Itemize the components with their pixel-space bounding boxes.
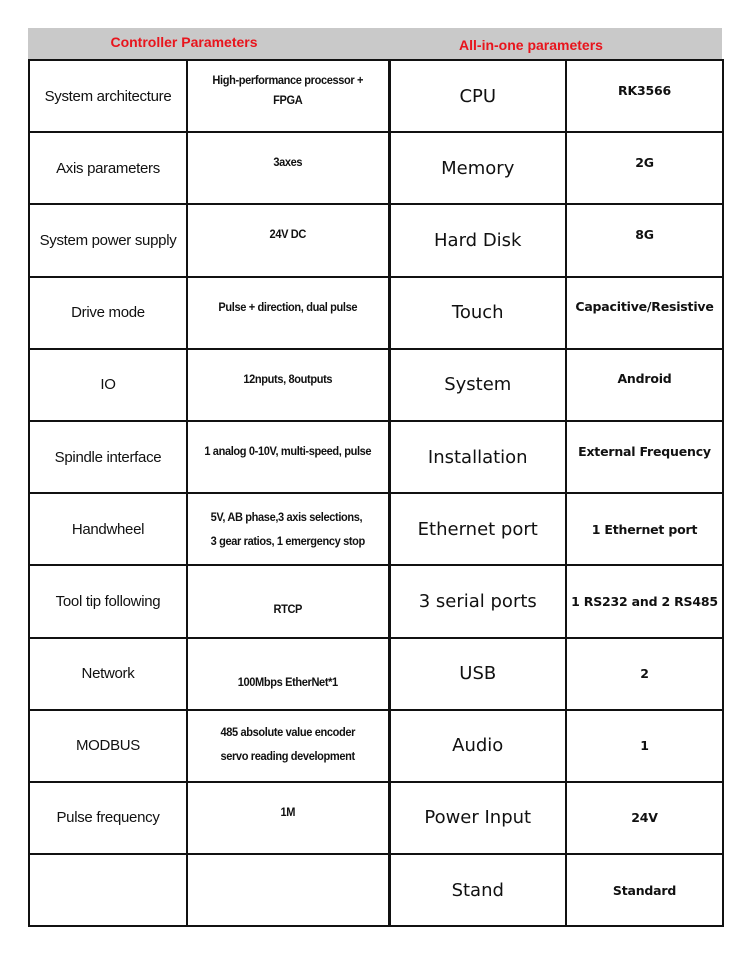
controller-param-label: Drive mode: [29, 277, 187, 349]
allinone-param-label: Installation: [389, 421, 566, 493]
parameters-table: [28, 59, 724, 927]
allinone-param-label: Power Input: [389, 782, 566, 854]
value-line: servo reading development: [220, 748, 355, 763]
controller-param-label: [29, 854, 187, 926]
table-row: [29, 60, 723, 132]
table-row: [29, 493, 723, 565]
table-row: [29, 132, 723, 204]
controller-parameters-heading: Controller Parameters: [110, 34, 258, 50]
allinone-param-label: Stand: [389, 854, 566, 926]
allinone-param-value: Standard: [566, 854, 723, 926]
controller-param-label: Network: [29, 638, 187, 710]
value-line: 3 gear ratios, 1 emergency stop: [210, 534, 365, 549]
controller-param-value: [195, 854, 381, 926]
all-in-one-parameters-heading: All-in-one parameters: [459, 37, 603, 53]
allinone-param-label: Audio: [389, 710, 566, 782]
allinone-param-value: 2G: [566, 132, 723, 204]
controller-param-label: System architecture: [29, 60, 187, 132]
allinone-param-label: 3 serial ports: [389, 565, 566, 637]
controller-param-label: Tool tip following: [29, 565, 187, 637]
controller-param-label: System power supply: [29, 204, 187, 276]
allinone-param-value: 1 Ethernet port: [566, 493, 723, 565]
table-row: [29, 782, 723, 854]
table-header-bar: [28, 28, 722, 60]
allinone-param-label: CPU: [389, 60, 566, 132]
table-row: [29, 277, 723, 349]
controller-param-value: 24V DC: [195, 204, 381, 276]
allinone-param-label: Touch: [389, 277, 566, 349]
controller-param-value: 12nputs, 8outputs: [195, 349, 381, 421]
controller-param-value: [195, 710, 381, 782]
controller-param-label: Pulse frequency: [29, 782, 187, 854]
allinone-param-value: 1 RS232 and 2 RS485: [566, 565, 723, 637]
table-row: [29, 349, 723, 421]
value-line: 5V, AB phase,3 axis selections,: [210, 510, 363, 525]
table-row: [29, 854, 723, 926]
allinone-param-value: External Frequency: [566, 421, 723, 493]
allinone-param-label: System: [389, 349, 566, 421]
allinone-param-value: 8G: [566, 204, 723, 276]
allinone-param-label: Memory: [389, 132, 566, 204]
controller-param-value: 3axes: [195, 132, 381, 204]
allinone-param-value: RK3566: [566, 60, 723, 132]
allinone-param-value: Capacitive/Resistive: [566, 277, 723, 349]
allinone-param-value: 1: [566, 710, 723, 782]
controller-param-value: 1M: [195, 782, 381, 854]
controller-param-label: MODBUS: [29, 710, 187, 782]
controller-param-value: [195, 493, 381, 565]
allinone-param-label: USB: [389, 638, 566, 710]
allinone-param-label: Hard Disk: [389, 204, 566, 276]
table-row: [29, 421, 723, 493]
table-row: [29, 638, 723, 710]
allinone-param-value: 2: [566, 638, 723, 710]
table-row: [29, 710, 723, 782]
allinone-param-value: 24V: [566, 782, 723, 854]
controller-param-label: Axis parameters: [29, 132, 187, 204]
controller-param-value: RTCP: [195, 565, 381, 637]
controller-param-label: IO: [29, 349, 187, 421]
controller-param-value: High-performance processor + FPGA: [195, 60, 381, 132]
controller-param-label: Spindle interface: [29, 421, 187, 493]
allinone-param-value: Android: [566, 349, 723, 421]
controller-param-value: 100Mbps EtherNet*1: [195, 638, 381, 710]
allinone-param-label: Ethernet port: [389, 493, 566, 565]
table-row: [29, 204, 723, 276]
value-line: 485 absolute value encoder: [220, 724, 356, 739]
controller-param-value: Pulse + direction, dual pulse: [195, 277, 381, 349]
table-row: [29, 565, 723, 637]
controller-param-value: 1 analog 0-10V, multi-speed, pulse: [195, 421, 381, 493]
controller-param-label: Handwheel: [29, 493, 187, 565]
